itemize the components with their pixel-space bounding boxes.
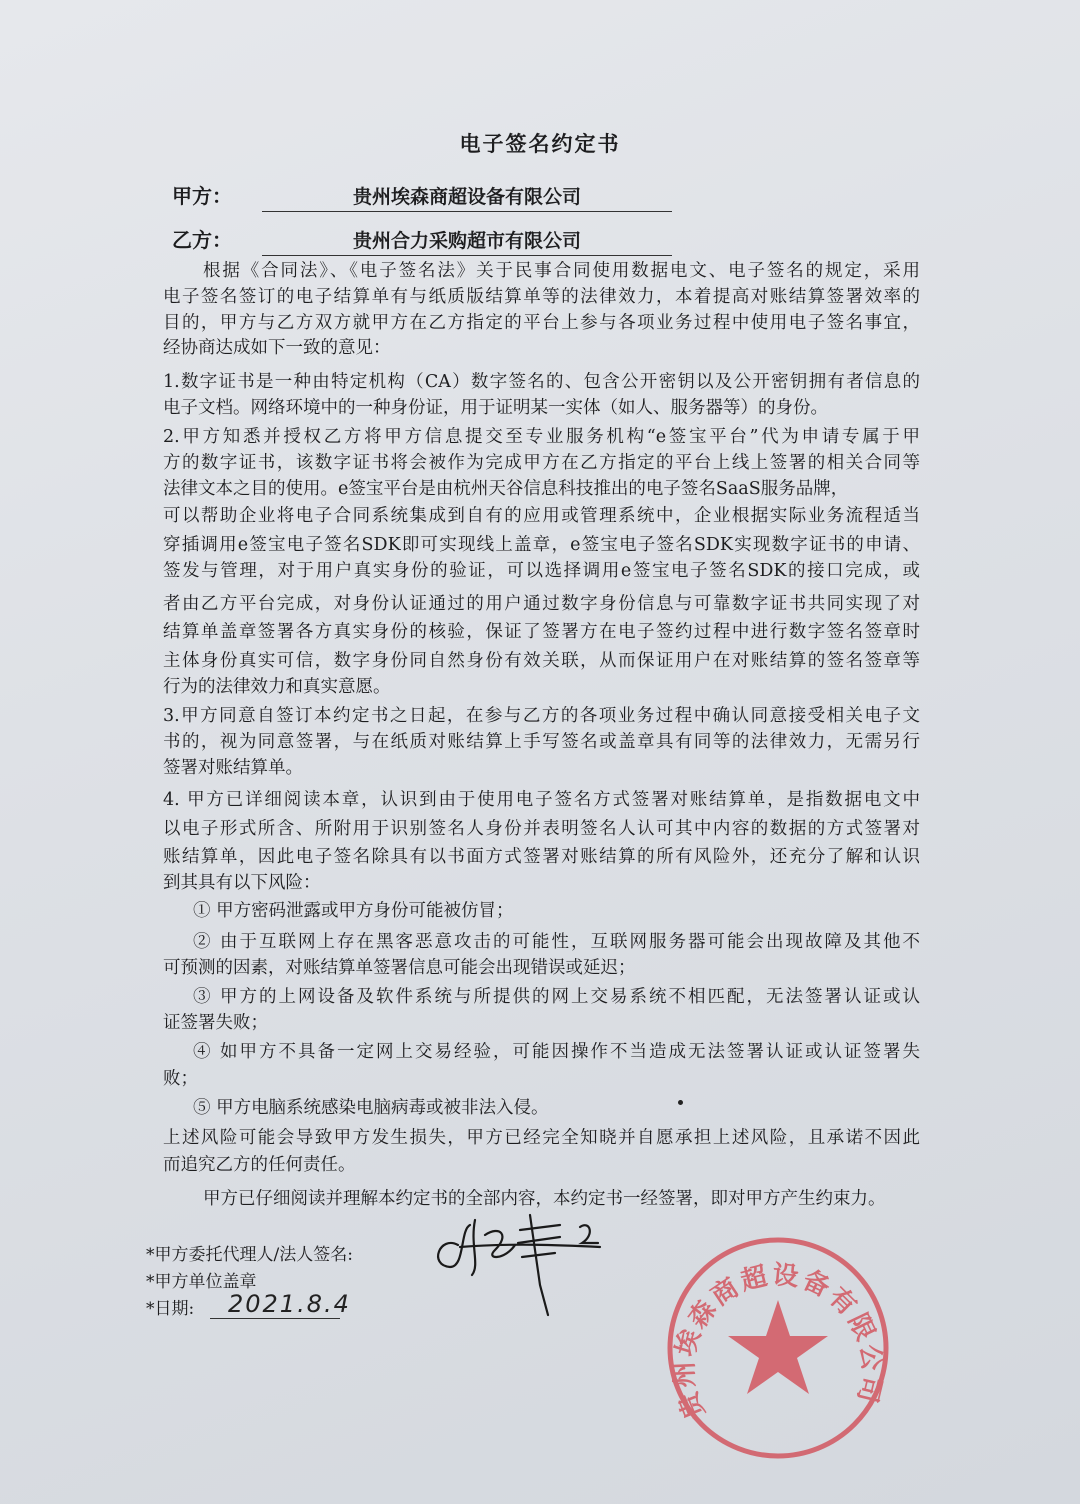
document-title: 电子签名约定书 [459,131,621,156]
body-line: ⑤ 甲方电脑系统感染电脑病毒或被非法入侵。 [193,1098,549,1118]
body-line: 电子签名签订的电子结算单有与纸质版结算单等的法律效力，本着提高对账结算签署效率的 [163,287,920,307]
body-line: 主体身份真实可信，数字身份同自然身份有效关联，从而保证用户在对账结算的签名签章等 [163,651,920,671]
handwritten-signature [420,1205,620,1325]
body-line: ② 由于互联网上存在黑客恶意攻击的可能性，互联网服务器可能会出现故障及其他不 [193,932,920,952]
body-line: 者由乙方平台完成，对身份认证通过的用户通过数字身份信息与可靠数字证书共同实现了对 [163,594,920,614]
body-line: 到其具有以下风险： [163,873,321,893]
body-line: 根据《合同法》、《电子签名法》关于民事合同使用数据电文、电子签名的规定，采用 [203,261,920,281]
body-line: 而追究乙方的任何责任。 [163,1155,356,1175]
body-line: 书的，视为同意签署，与在纸质对账结算上手写签名或盖章具有同等的法律效力，无需另行 [163,732,920,752]
body-line: ④ 如甲方不具备一定网上交易经验，可能因操作不当造成无法签署认证或认证签署失 [193,1042,920,1062]
body-line: 可以帮助企业将电子合同系统集成到自有的应用或管理系统中，企业根据实际业务流程适当 [163,506,920,526]
party-b-name: 贵州合力采购超市有限公司 [262,226,672,256]
body-line: 3.甲方同意自签订本约定书之日起，在参与乙方的各项业务过程中确认同意接受相关电子文 [163,706,920,726]
body-line: 穿插调用e签宝电子签名SDK即可实现线上盖章，e签宝电子签名SDK实现数字证书的申请、 [163,535,920,555]
body-line: 行为的法律效力和真实意愿。 [163,677,391,697]
signature-label: *甲方委托代理人/法人签名: [146,1245,353,1265]
body-line: ③ 甲方的上网设备及软件系统与所提供的网上交易系统不相匹配，无法签署认证或认 [193,987,920,1007]
body-line: 结算单盖章签署各方真实身份的核验，保证了签署方在电子签约过程中进行数字签名签章时 [163,622,920,642]
party-a-name: 贵州埃森商超设备有限公司 [262,182,672,212]
body-line: 甲方已仔细阅读并理解本约定书的全部内容，本约定书一经签署，即对甲方产生约束力。 [203,1189,886,1209]
body-line: 经协商达成如下一致的意见： [163,338,391,358]
body-line: 2.甲方知悉并授权乙方将甲方信息提交至专业服务机构“e签宝平台”代为申请专属于甲 [163,427,920,447]
body-line: 法律文本之目的使用。e签宝平台是由杭州天谷信息科技推出的电子签名SaaS服务品牌， [163,479,849,499]
body-line: 证签署失败； [163,1013,268,1033]
seal-label: *甲方单位盖章 [146,1272,257,1292]
date-value: 2021.8.4 [228,1290,351,1318]
body-line: 电子文档。网络环境中的一种身份证，用于证明某一实体（如人、服务器等）的身份。 [163,398,828,418]
body-line: 方的数字证书，该数字证书将会被作为完成甲方在乙方指定的平台上线上签署的相关合同等 [163,453,920,473]
party-a-label: 甲方： [172,184,232,208]
body-line: 目的，甲方与乙方双方就甲方在乙方指定的平台上参与各项业务过程中使用电子签名事宜， [163,313,920,333]
svg-text:贵州埃森商超设备有限公司: 贵州埃森商超设备有限公司 [669,1260,887,1424]
body-line: 4. 甲方已详细阅读本章，认识到由于使用电子签名方式签署对账结算单，是指数据电文中 [163,790,920,810]
body-line: 签发与管理，对于用户真实身份的验证，可以选择调用e签宝电子签名SDK的接口完成，或 [163,561,920,581]
body-line: 1.数字证书是一种由特定机构（CA）数字签名的、包含公开密钥以及公开密钥拥有者信息的 [163,372,920,392]
body-line: ① 甲方密码泄露或甲方身份可能被仿冒； [193,901,514,921]
body-line: 上述风险可能会导致甲方发生损失，甲方已经完全知晓并自愿承担上述风险，且承诺不因此 [163,1128,920,1148]
body-line: 以电子形式所含、所附用于识别签名人身份并表明签名人认可其中内容的数据的方式签署对 [163,819,920,839]
date-label: *日期: [146,1299,195,1319]
party-b-label: 乙方： [172,228,232,252]
company-seal [660,1230,896,1466]
body-line: 败； [163,1069,198,1089]
body-line: 可预测的因素，对账结算单签署信息可能会出现错误或延迟； [163,958,636,978]
date-underline [210,1318,340,1319]
body-line: 账结算单，因此电子签名除具有以书面方式签署对账结算的所有风险外，还充分了解和认识 [163,847,920,867]
body-line: 签署对账结算单。 [163,758,303,778]
ink-dot [678,1100,683,1105]
